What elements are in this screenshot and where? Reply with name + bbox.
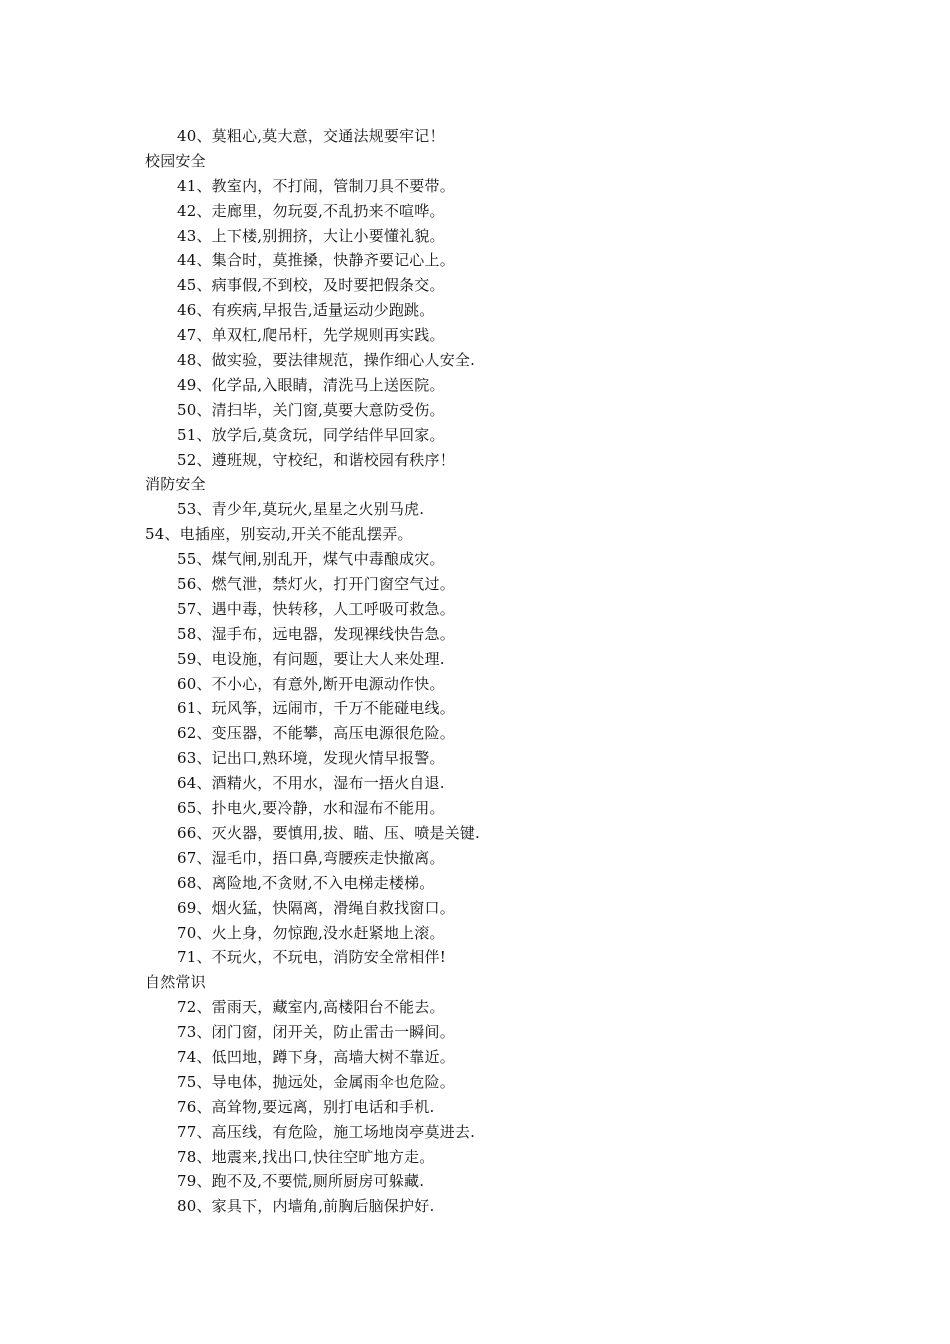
slogan-line: 58、湿手布，远电器，发现裸线快告急。 (177, 624, 455, 643)
slogan-line: 45、病事假,不到校，及时要把假条交。 (177, 276, 445, 295)
slogan-line: 44、集合时，莫推搡，快静齐要记心上。 (177, 251, 455, 270)
slogan-line: 62、变压器，不能攀，高压电源很危险。 (177, 724, 455, 743)
slogan-line: 72、雷雨天，藏室内,高楼阳台不能去。 (177, 998, 445, 1017)
slogan-line: 66、灭火器，要慎用,拔、瞄、压、喷是关键. (177, 823, 481, 842)
slogan-line: 51、放学后,莫贪玩，同学结伴早回家。 (177, 425, 445, 444)
slogan-line: 46、有疾病,早报告,适量运动少跑跳。 (177, 301, 435, 320)
slogan-line: 57、遇中毒，快转移，人工呼吸可救急。 (177, 599, 455, 618)
slogan-line: 53、青少年,莫玩火,星星之火别马虎. (177, 500, 425, 519)
slogan-line: 55、煤气闸,别乱开，煤气中毒酿成灾。 (177, 550, 445, 569)
slogan-line: 80、家具下，内墙角,前胸后脑保护好. (177, 1197, 435, 1216)
slogan-line: 68、离险地,不贪财,不入电梯走楼梯。 (177, 873, 435, 892)
slogan-line: 78、地震来,找出口,快往空旷地方走。 (177, 1147, 435, 1166)
slogan-line: 70、火上身，勿惊跑,没水赶紧地上滚。 (177, 923, 445, 942)
slogan-line: 47、单双杠,爬吊杆，先学规则再实践。 (177, 326, 445, 345)
slogan-line: 63、记出口,熟环境，发现火情早报警。 (177, 749, 445, 768)
slogan-line: 59、电设施，有问题，要让大人来处理. (177, 649, 445, 668)
section-heading: 校园安全 (145, 151, 206, 170)
slogan-line: 61、玩风筝，远闹市，千万不能碰电线。 (177, 699, 455, 718)
section-heading: 消防安全 (145, 475, 206, 494)
slogan-line: 52、遵班规，守校纪，和谐校园有秩序！ (177, 450, 455, 469)
slogan-line: 64、酒精火，不用水，湿布一捂火自退. (177, 774, 445, 793)
slogan-line: 77、高压线，有危险，施工场地岗亭莫进去. (177, 1122, 476, 1141)
slogan-line: 48、做实验，要法律规范，操作细心人安全. (177, 351, 476, 370)
slogan-line: 41、教室内，不打闹，管制刀具不要带。 (177, 176, 455, 195)
slogan-line: 76、高耸物,要远离，别打电话和手机. (177, 1097, 435, 1116)
slogan-line: 75、导电体，抛远处，金属雨伞也危险。 (177, 1072, 455, 1091)
slogan-line: 74、低凹地，蹲下身，高墙大树不靠近。 (177, 1047, 455, 1066)
section-heading: 自然常识 (145, 973, 206, 992)
slogan-line: 42、走廊里，勿玩耍,不乱扔来不喧哗。 (177, 201, 445, 220)
slogan-line: 79、跑不及,不要慌,厕所厨房可躲藏. (177, 1172, 425, 1191)
slogan-line: 50、清扫毕，关门窗,莫要大意防受伤。 (177, 400, 445, 419)
slogan-line: 56、燃气泄，禁灯火，打开门窗空气过。 (177, 575, 455, 594)
slogan-line: 49、化学品,入眼睛，清洗马上送医院。 (177, 375, 445, 394)
slogan-line: 65、扑电火,要冷静，水和湿布不能用。 (177, 799, 445, 818)
document-text-lines (0, 124, 950, 1219)
slogan-line: 60、不小心，有意外,断开电源动作快。 (177, 674, 445, 693)
slogan-line: 73、闭门窗，闭开关，防止雷击一瞬间。 (177, 1023, 455, 1042)
slogan-line: 67、湿毛巾，捂口鼻,弯腰疾走快撤离。 (177, 848, 445, 867)
slogan-line: 54、电插座，别妄动,开关不能乱摆弄。 (145, 525, 413, 544)
slogan-line: 71、不玩火，不玩电，消防安全常相伴! (177, 948, 446, 967)
slogan-line: 69、烟火猛，快隔离，滑绳自救找窗口。 (177, 898, 455, 917)
slogan-line: 43、上下楼,别拥挤，大让小要懂礼貌。 (177, 226, 445, 245)
slogan-line: 40、莫粗心,莫大意，交通法规要牢记！ (177, 127, 445, 145)
